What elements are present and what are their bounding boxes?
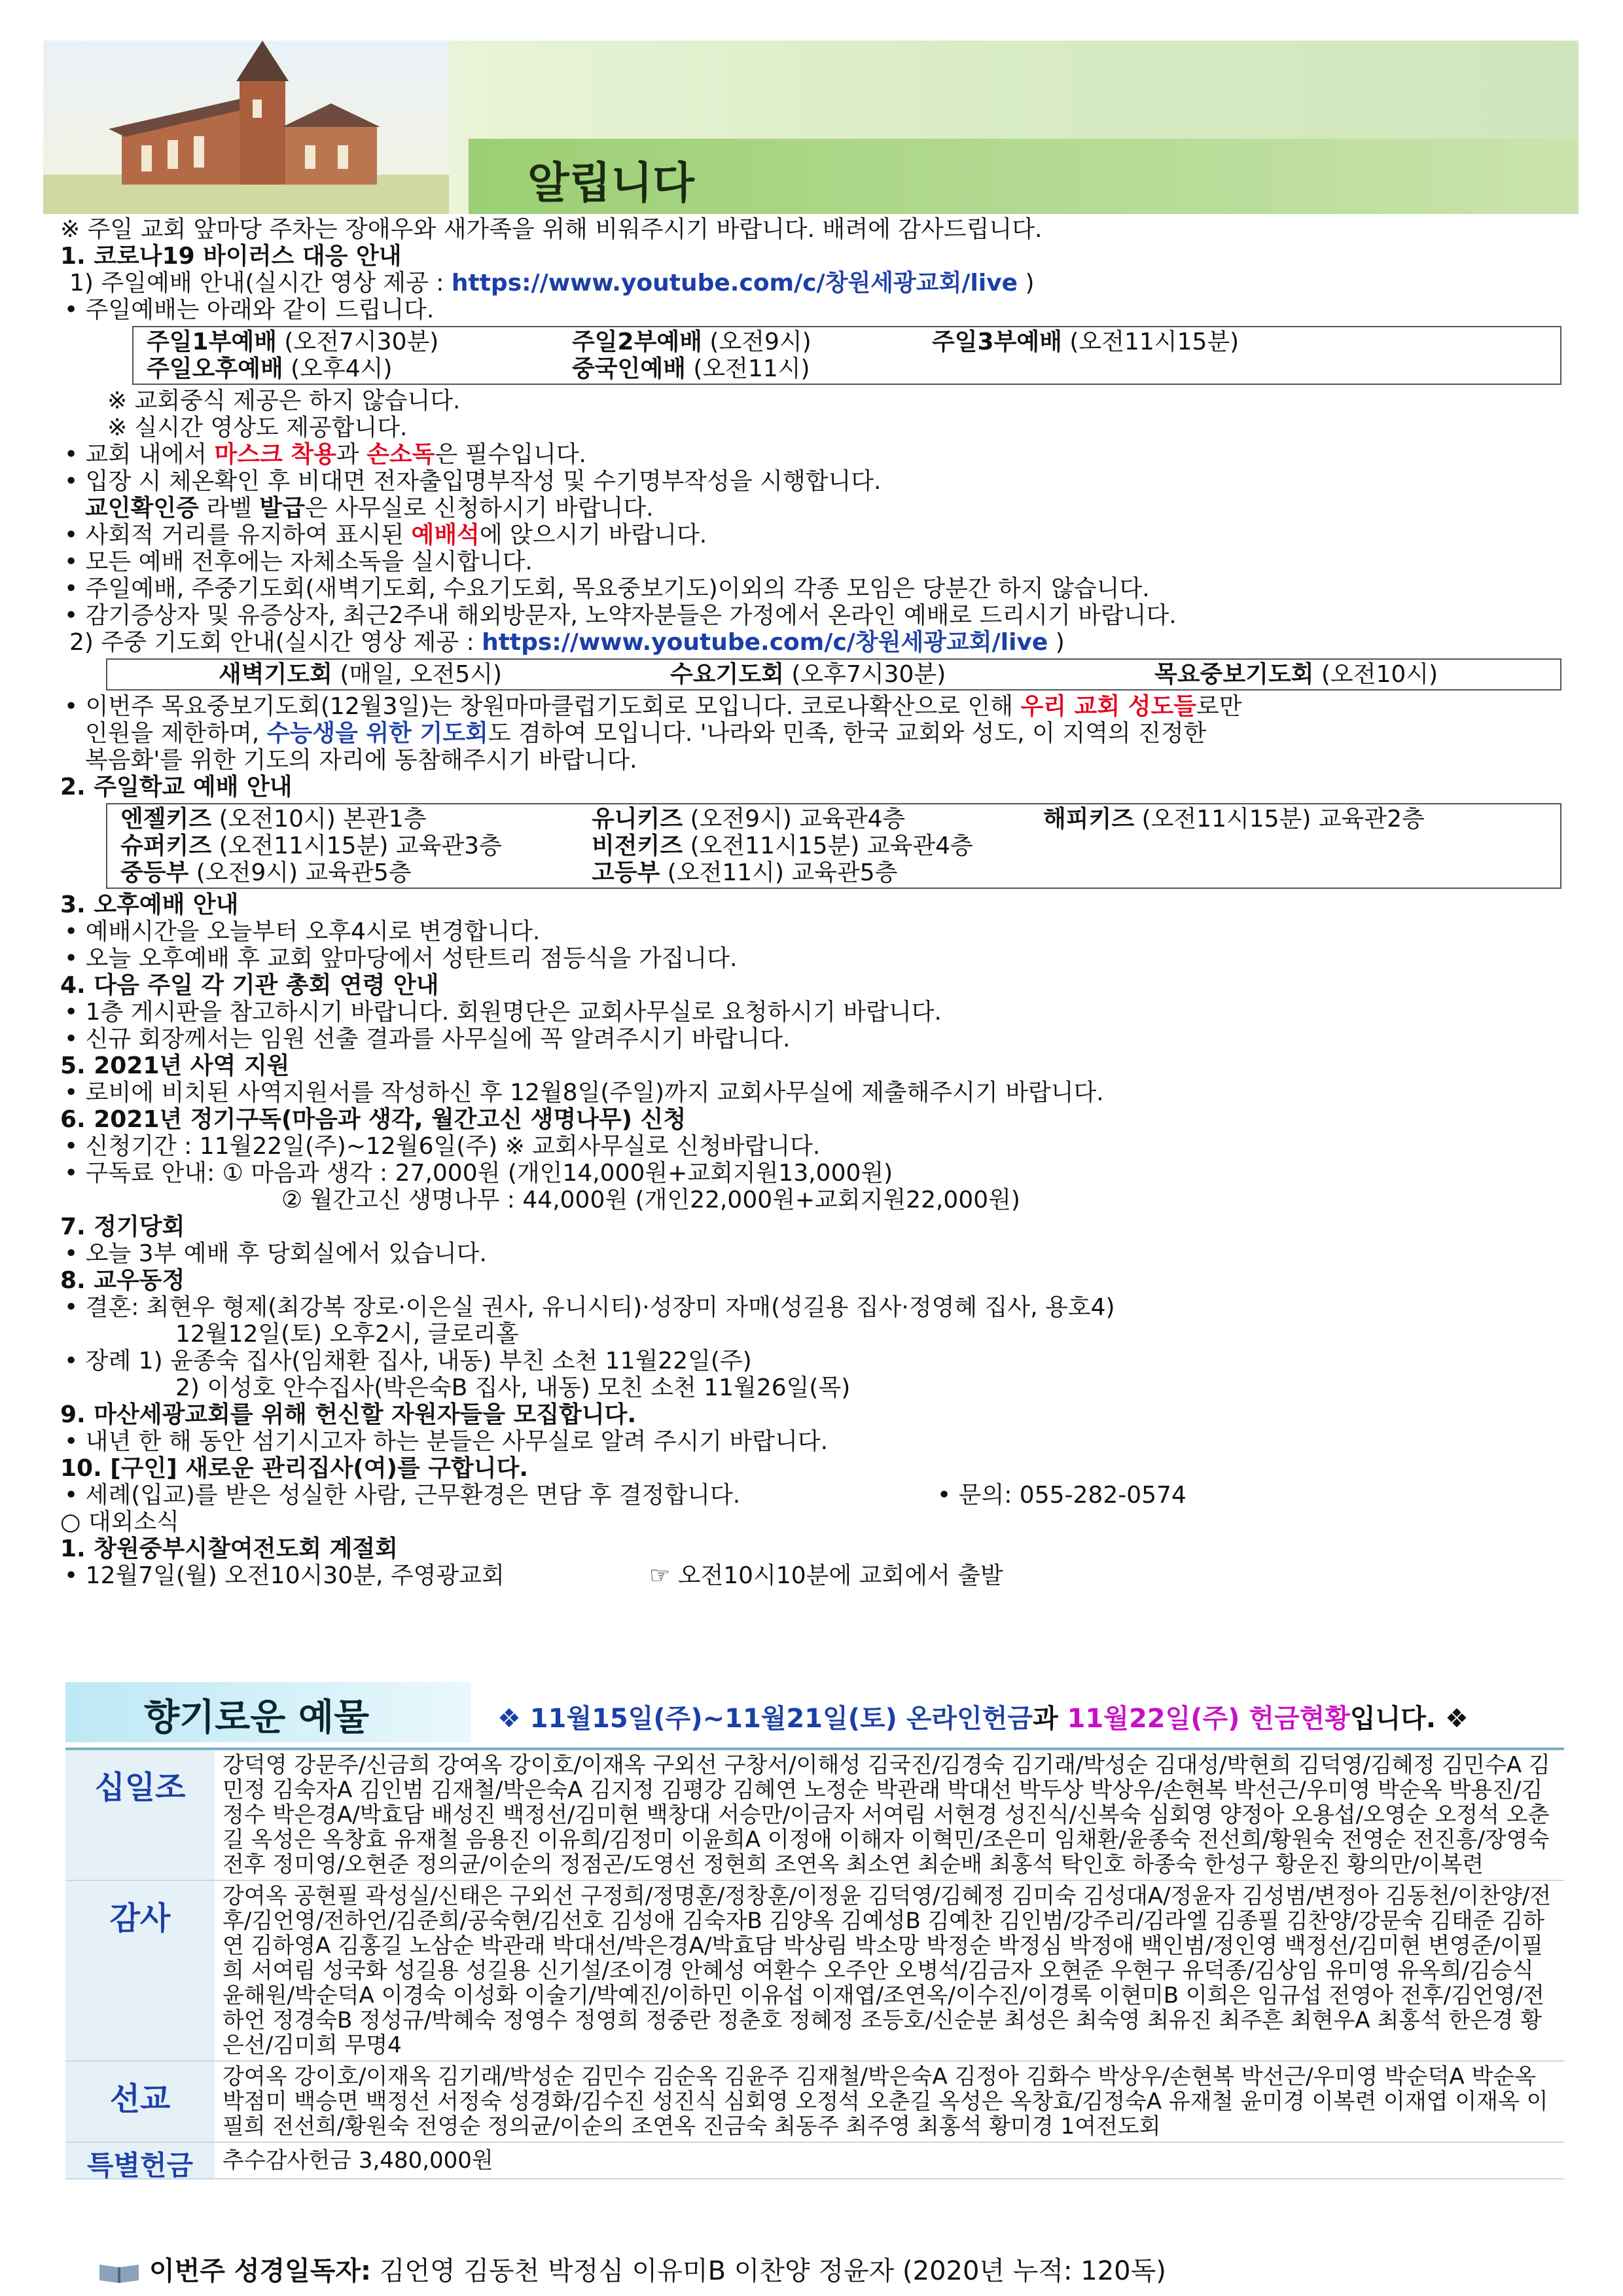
notices — [60, 216, 1585, 1589]
section-3-line: • 오늘 오후예배 후 교회 앞마당에서 성탄트리 점등식을 가집니다. — [64, 945, 738, 972]
prayer-time: (오전10시) — [1321, 661, 1438, 688]
offering-row-special — [65, 2143, 1564, 2179]
offering-note-post: 입니다. ❖ — [1349, 1704, 1469, 1734]
school-info: (오전11시15분) 교육관3층 — [219, 833, 502, 859]
prayer-stream-pre: 2) 주중 기도회 안내(실시간 영상 제공 : — [69, 629, 482, 656]
school-info: (오전10시) 본관1층 — [219, 806, 427, 833]
school-info: (오전11시15분) 교육관4층 — [690, 833, 973, 859]
thursday-prayer-post: 로만 — [1196, 693, 1242, 720]
offering-note — [497, 1698, 1469, 1735]
school-name: 해피키즈 — [1043, 806, 1135, 833]
section-5-title: 5. 2021년 사역 지원 — [60, 1052, 290, 1079]
section-6-line: • 구독료 안내: ① 마음과 생각 : 27,000원 (개인14,000원+교회지원13,000원) — [64, 1160, 893, 1187]
member-card-mid: 라벨 — [198, 495, 260, 522]
prayer-name: 새벽기도회 — [219, 661, 332, 688]
prayer-stream-link[interactable]: https://www.youtube.com/c/창원세광교회/live — [482, 629, 1048, 656]
offering-label-text: 선교 — [109, 2081, 171, 2117]
service-time: (오후4시) — [291, 355, 393, 382]
prayer-time: (매일, 오전5시) — [340, 661, 503, 688]
stream-note: ※ 실시간 영상도 제공합니다. — [107, 414, 408, 441]
prayer-times-box — [106, 658, 1561, 691]
member-card-post: 은 사무실로 신청하시기 바랍니다. — [304, 495, 654, 522]
mask-rule-pre: • 교회 내에서 — [64, 441, 215, 468]
livestream-line — [60, 270, 1585, 296]
offering-table — [65, 1748, 1564, 2179]
meeting-rule: • 주일예배, 주중기도회(새벽기도회, 수요기도회, 목요중보기도)이외의 각종 모임은 당분간 하지 않습니다. — [64, 575, 1150, 602]
service-row-2 — [147, 355, 1547, 382]
school-row-1 — [120, 806, 1547, 833]
section-4-line: • 1층 게시판을 참고하시기 바랍니다. 회원명단은 교회사무실로 요청하시기 바랍니다. — [64, 999, 942, 1026]
offering-label-text: 특별헌금 — [86, 2149, 194, 2181]
school-name: 비전키즈 — [592, 833, 683, 859]
offering-label-text: 십일조 — [94, 1769, 186, 1806]
livestream-post: ) — [1018, 270, 1035, 296]
mask-rule-post: 은 필수입니다. — [435, 441, 586, 468]
prayer-stream-line — [60, 629, 1585, 656]
job-condition: • 세례(입교)를 받은 성실한 사람, 근무환경은 면담 후 결정합니다. — [64, 1482, 741, 1509]
school-name: 고등부 — [592, 859, 660, 886]
thursday-prayer-2-post: 도 겸하여 모입니다. '나라와 민족, 한국 교회와 성도, 이 지역의 진정한 — [488, 720, 1207, 747]
service-intro: • 주일예배는 아래와 같이 드립니다. — [64, 296, 435, 323]
service-time: (오전11시) — [693, 355, 810, 382]
section-8-title: 8. 교우동정 — [60, 1267, 185, 1294]
section-10-title: 10. [구인] 새로운 관리집사(여)를 구합니다. — [60, 1455, 529, 1482]
offering-names: 강여옥 공현필 곽성실/신태은 구외선 구정희/정명훈/정창훈/이정윤 김덕영/김혜정 김미숙 김성대A/정윤자 김성범/변정아 김동천/이찬양/전후/김언영/전하언/김준희/공숙현/김선호 김성애 김숙자B 김양옥 김예성B 김예찬 김인범/강주리/김라엘 김종필 김찬양/강문숙 김태준 김하연 김하영A 김홍길 노삼순 박관래 박대선/박은경A/박효담 박상림 박소망 박정순 박정심 박정애 백인범/정인영 백정선/김미현 변영준/이필희 서여림 성국화 성길용 성길용 신기설/조이경 안혜성 여환수 오주안 오병석/김금자 오현준 우현구 유덕종/김상임 유미영 유옥희/김승식 윤해원/박순덕A 이경숙 이성화 이술기/박예진/이하민 이유섭 이재엽/조연옥/이수진/이경록 이현미B 이희은 임규섭 전영아 전후/김언영/전하언 정경숙B 정성규/박혜숙 정영수 정영희 정중란 정춘호 정혜정 조등호/신순분 최성은 최숙영 최유진 최주흔 최현우A 최홍석 한은경 황은선/김미희 무명4 — [223, 1883, 1552, 2058]
thursday-prayer-3: 복음화'를 위한 기도의 자리에 동참해주시기 바랍니다. — [85, 747, 637, 774]
offering-names: 강덕영 강문주/신금희 강여옥 강이호/이재옥 구외선 구창서/이해성 김국진/김경숙 김기래/박성순 김대성/박현희 김덕영/김혜정 김민수A 김민정 김숙자A 김인범 김재철/박은숙A 김지정 김평강 김혜연 노정순 박관래 박대선 박두상 박상우/손현복 박선근/우미영 박순옥 박용진/김정수 박은경A/박효담 배성진 백정선/김미현 백창대 서승만/이금자 서여림 서현경 성진식/신복숙 심회영 양정아 오용섭/오영순 오정석 오춘길 옥성은 옥창효 유재철 음용진 이유희/김정미 이윤희A 이정애 이해자 이혁민/조은미 임채환/윤종숙 전선희/황원숙 전영순 전진흥/장영숙 전후 정미영/오현준 정의균/이순의 정점곤/도영선 정현희 조연옥 최소연 최순배 최홍석 탁인호 하종숙 한성구 황운진 황의만/이복련 — [223, 1752, 1550, 1878]
external-news-line — [60, 1562, 1585, 1589]
thursday-prayer-2-pre: 인원을 제한하며, — [85, 720, 267, 747]
section-7-line: • 오늘 3부 예배 후 당회실에서 있습니다. — [64, 1240, 487, 1267]
book-icon — [98, 2261, 140, 2284]
school-name: 유니키즈 — [592, 806, 683, 833]
prayer-row — [120, 661, 1547, 688]
symptom-rule: • 감기증상자 및 유증상자, 최근2주내 해외방문자, 노약자분들은 가정에서 온라인 예배로 드리시기 바랍니다. — [64, 602, 1177, 629]
sanitizer-highlight: 손소독 — [366, 441, 435, 468]
seat-highlight: 예배석 — [411, 522, 480, 548]
service-name: 주일2부예배 — [572, 329, 702, 355]
funeral-line: 2) 이성호 안수집사(박은숙B 집사, 내동) 모친 소천 11월26일(목) — [175, 1374, 851, 1401]
school-name: 슈퍼키즈 — [120, 833, 212, 859]
external-news-title: ○ 대외소식 — [60, 1509, 179, 1535]
service-time: (오전11시15분) — [1069, 329, 1240, 355]
offering-note-and: 과 — [1033, 1704, 1067, 1734]
offering-tag — [65, 1682, 471, 1742]
church-illustration — [43, 41, 449, 214]
bible-reader-label: 이번주 성경일독자: — [149, 2256, 372, 2286]
service-time: (오전7시30분) — [284, 329, 439, 355]
offering-label — [65, 2143, 215, 2181]
offering-names: 추수감사헌금 3,480,000원 — [223, 2147, 493, 2174]
offering-note-pre: ❖ 11월15일(주)~11월21일(토) 온라인헌금 — [497, 1704, 1033, 1734]
section-2-title: 2. 주일학교 예배 안내 — [60, 774, 293, 800]
lunch-note: ※ 교회중식 제공은 하지 않습니다. — [107, 387, 461, 414]
offering-names: 강여옥 강이호/이재옥 김기래/박성순 김민수 김순옥 김윤주 김재철/박은숙A 김정아 김화수 박상우/손현복 박선근/우미영 박순덕A 박순옥 박점미 백승면 백정선 서정숙 성경화/김수진 성진식 심회영 오정석 오춘길 옥성은 옥창효/김정숙A 유재철 윤미경 이복련 이재엽 이재옥 이필희 전선희/황원숙 전영순 정의균/이순의 조연옥 진금숙 최동주 최주영 최홍석 황미경 1여전도회 — [223, 2064, 1548, 2140]
service-time: (오전9시) — [709, 329, 812, 355]
thursday-prayer-pre: • 이번주 목요중보기도회(12월3일)는 창원마마클럽기도회로 모입니다. 코로나확산으로 인해 — [64, 693, 1021, 720]
offering-row-thanks — [65, 1881, 1564, 2062]
prayer-time: (오후7시30분) — [791, 661, 946, 688]
funeral-line: • 장례 1) 윤종숙 집사(임채환 집사, 내동) 부친 소천 11월22일(주) — [64, 1348, 752, 1374]
section-6-title: 6. 2021년 정기구독(마음과 생각, 월간고신 생명나무) 신청 — [60, 1106, 687, 1133]
member-card-label: 교인확인증 — [85, 495, 199, 522]
school-name: 엔젤키즈 — [120, 806, 212, 833]
section-9-title: 9. 마산세광교회를 위해 헌신할 자원자들을 모집합니다. — [60, 1401, 637, 1428]
prayer-name: 수요기도회 — [670, 661, 784, 688]
section-3-line: • 예배시간을 오늘부터 오후4시로 변경합니다. — [64, 918, 541, 945]
livestream-link[interactable]: https://www.youtube.com/c/창원세광교회/live — [451, 270, 1018, 296]
service-name: 주일오후예배 — [147, 355, 283, 382]
external-news-item: 1. 창원중부시찰여전도회 계절회 — [60, 1535, 398, 1562]
thursday-prayer-2 — [60, 720, 1585, 747]
external-news-date: • 12월7일(월) 오전10시30분, 주영광교회 — [64, 1562, 505, 1589]
service-times-box — [132, 326, 1561, 385]
bible-reader-footer — [98, 2250, 1166, 2287]
section-9-line: • 내년 한 해 동안 섬기시고자 하는 분들은 사무실로 알려 주시기 바랍니다. — [64, 1428, 829, 1455]
section-6-line: • 신청기간 : 11월22일(주)~12월6일(주) ※ 교회사무실로 신청바랍니다. — [64, 1133, 821, 1160]
offering-label-text: 감사 — [109, 1900, 171, 1937]
school-info: (오전9시) 교육관5층 — [196, 859, 412, 886]
page-title: 알립니다 — [527, 158, 695, 208]
offering-note-date: 11월22일(주) 헌금현황 — [1067, 1704, 1350, 1734]
disinfect-rule: • 모든 예배 전후에는 자체소독을 실시합니다. — [64, 548, 533, 575]
entry-rule: • 입장 시 체온확인 후 비대면 전자출입명부작성 및 수기명부작성을 시행합니다. — [64, 468, 882, 495]
job-contact: • 문의: 055-282-0574 — [937, 1482, 1186, 1509]
section-4-title: 4. 다음 주일 각 기관 총회 연령 안내 — [60, 972, 439, 999]
school-row-3 — [120, 859, 1547, 886]
distance-rule-post: 에 앉으시기 바랍니다. — [479, 522, 707, 548]
section-10-line — [60, 1482, 1585, 1509]
sunday-school-box — [106, 803, 1561, 889]
prayer-stream-post: ) — [1048, 629, 1065, 656]
mask-rule-mid: 과 — [336, 441, 367, 468]
school-row-2 — [120, 833, 1547, 859]
mask-rule — [60, 441, 1585, 468]
members-only-highlight: 우리 교회 성도들 — [1020, 693, 1197, 720]
departure-note: ☞ 오전10시10분에 교회에서 출발 — [649, 1562, 1003, 1589]
school-name: 중등부 — [120, 859, 189, 886]
offering-header — [65, 1682, 1590, 1742]
header-banner — [43, 41, 1578, 214]
livestream-pre: 1) 주일예배 안내(실시간 영상 제공 : — [69, 270, 452, 296]
wedding-line: • 결혼: 최현우 형제(최강복 장로·이은실 권사, 유니시티)·성장미 자매(성길용 집사·정영혜 집사, 용호4) — [64, 1294, 1115, 1321]
school-info: (오전9시) 교육관4층 — [690, 806, 906, 833]
wedding-date: 12월12일(토) 오후2시, 글로리홀 — [175, 1321, 519, 1348]
offering-label — [65, 1881, 215, 2060]
student-prayer-highlight: 수능생을 위한 기도회 — [266, 720, 488, 747]
service-row-1 — [147, 329, 1547, 355]
section-4-line: • 신규 회장께서는 임원 선출 결과를 사무실에 꼭 알려주시기 바랍니다. — [64, 1026, 791, 1052]
offering-label — [65, 1750, 215, 1880]
offering-label — [65, 2062, 215, 2142]
section-7-title: 7. 정기당회 — [60, 1213, 185, 1240]
issue-label: 발급 — [259, 495, 305, 522]
thursday-prayer-1 — [60, 693, 1585, 720]
service-name: 주일3부예배 — [932, 329, 1062, 355]
school-info: (오전11시) 교육관5층 — [667, 859, 898, 886]
offering-title: 향기로운 예물 — [144, 1696, 370, 1739]
prayer-name: 목요중보기도회 — [1154, 661, 1314, 688]
offering-row-mission — [65, 2062, 1564, 2143]
section-1-title: 1. 코로나19 바이러스 대응 안내 — [60, 243, 402, 270]
distance-rule — [60, 522, 1585, 548]
section-5-line: • 로비에 비치된 사역지원서를 작성하신 후 12월8일(주일)까지 교회사무실에 제출해주시기 바랍니다. — [64, 1079, 1104, 1106]
section-3-title: 3. 오후예배 안내 — [60, 891, 239, 918]
mask-highlight: 마스크 착용 — [214, 441, 336, 468]
service-name: 주일1부예배 — [147, 329, 277, 355]
distance-rule-pre: • 사회적 거리를 유지하여 표시된 — [64, 522, 412, 548]
offering-row-tithe — [65, 1750, 1564, 1881]
section-6-line: ② 월간고신 생명나무 : 44,000원 (개인22,000원+교회지원22,000원) — [281, 1187, 1020, 1213]
member-card-rule — [60, 495, 1585, 522]
service-name: 중국인예배 — [572, 355, 686, 382]
bible-reader-names: 김언영 김동천 박정심 이유미B 이찬양 정윤자 (2020년 누적: 120독) — [379, 2256, 1166, 2286]
banner-title-bar — [469, 139, 1578, 214]
school-info: (오전11시15분) 교육관2층 — [1141, 806, 1425, 833]
intro-note: ※ 주일 교회 앞마당 주차는 장애우와 새가족을 위해 비워주시기 바랍니다. 배려에 감사드립니다. — [60, 216, 1043, 243]
